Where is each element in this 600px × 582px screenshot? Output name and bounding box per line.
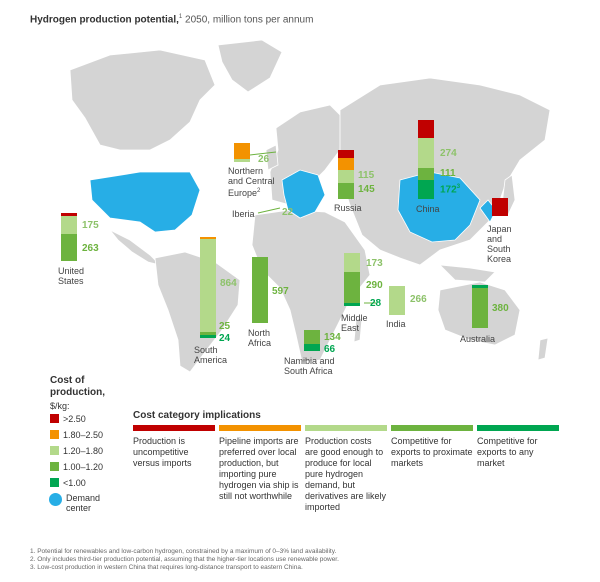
land-new-zealand: [538, 338, 548, 360]
label-china: China: [416, 204, 440, 214]
seg-me-light: [344, 253, 360, 272]
footnotes: [30, 548, 339, 572]
value-cn-2: 111: [440, 168, 456, 179]
bar-russia: [338, 150, 354, 199]
seg-me-mid: [344, 272, 360, 303]
value-ru-2: 145: [358, 184, 375, 195]
value-ru-1: 115: [358, 170, 375, 181]
implications-title: Cost category implications: [133, 410, 261, 421]
seg-eu-orange: [234, 143, 250, 159]
implication-bar: [219, 425, 301, 431]
implication-any-market: Competitive for exports to any market: [477, 425, 559, 469]
implication-proximate: Competitive for exports to proximate markets: [391, 425, 473, 469]
bar-us: [61, 213, 77, 261]
implication-uncompetitive: Production is uncompetitive versus imports: [133, 425, 215, 469]
land-indonesia: [440, 265, 495, 282]
legend-title: Cost of production,: [50, 375, 105, 398]
implication-bar: [391, 425, 473, 431]
legend-item-1-80-2-50: 1.80–2.50: [50, 430, 103, 440]
land-north-america-north: [70, 50, 215, 150]
seg-sa-dark: [200, 335, 216, 338]
bar-nc-europe: [234, 143, 250, 162]
land-central-america: [110, 230, 160, 265]
bar-north-africa: [252, 257, 268, 323]
value-iberia: 22: [282, 207, 294, 218]
legend-item-1-00-1-20: 1.00–1.20: [50, 462, 103, 472]
seg-nam-mid: [304, 330, 320, 344]
legend-unit: $/kg:: [50, 401, 70, 411]
footnote-2: 2. Only includes third-tier production potential, assuming that the higher-tier locations use renewable power.: [30, 556, 339, 563]
bar-china: [418, 120, 434, 199]
implication-bar: [133, 425, 215, 431]
bar-south-america: [200, 237, 216, 338]
seg-us-light: [61, 216, 77, 234]
value-eu: 26: [258, 154, 270, 165]
seg-us-mid: [61, 234, 77, 261]
demand-center-icon: [49, 493, 62, 506]
implication-pipeline: Pipeline imports are preferred over local production, but importing pure hydrogen via ship is still not worthwhile: [219, 425, 301, 502]
value-nam-1: 134: [324, 332, 341, 343]
seg-ru-light: [338, 170, 354, 183]
bar-india: [389, 286, 405, 315]
bar-middle-east: [344, 253, 360, 306]
implication-local: Production costs are good enough to produce for local pure hydrogen demand, but derivatives are likely imported: [305, 425, 387, 513]
value-au: 380: [492, 303, 509, 314]
legend-item-gt-2-50: >2.50: [50, 414, 86, 424]
seg-cn-red: [418, 120, 434, 138]
seg-au-mid: [472, 288, 488, 328]
label-nc-europe: Northern and Central Europe$^2$: [228, 166, 275, 198]
label-namibia: Namibia and South Africa: [284, 356, 335, 376]
label-middle-east: Middle East: [341, 313, 368, 333]
value-na: 597: [272, 286, 289, 297]
demand-us: [90, 172, 200, 232]
value-me-2: 290: [366, 280, 383, 291]
legend-item-1-20-1-80: 1.20–1.80: [50, 446, 103, 456]
label-iberia: Iberia: [232, 209, 255, 219]
legend-swatch: [50, 430, 59, 439]
value-cn-3: $172^3$: [440, 184, 461, 196]
seg-ru-red: [338, 150, 354, 158]
implication-bar: [477, 425, 559, 431]
bar-namibia: [304, 330, 320, 351]
label-japan-korea: Japan and South Korea: [487, 224, 512, 264]
value-us-2: 263: [82, 243, 99, 254]
implication-bar: [305, 425, 387, 431]
value-cn-1: 274: [440, 148, 457, 159]
seg-na-mid: [252, 257, 268, 323]
value-us-1: 175: [82, 220, 99, 231]
seg-eu-light: [234, 159, 250, 162]
seg-me-dark: [344, 303, 360, 306]
label-russia: Russia: [334, 203, 362, 213]
seg-cn-mid: [418, 168, 434, 180]
value-me-3: 28: [370, 298, 382, 309]
value-india: 266: [410, 294, 427, 305]
land-greenland: [218, 40, 282, 92]
bar-japan-korea: [492, 198, 508, 216]
label-south-america: South America: [194, 345, 228, 365]
seg-cn-light: [418, 138, 434, 168]
label-north-africa: North Africa: [248, 328, 272, 348]
footnote-3: 3. Low-cost production in western China that requires long-distance transport to eastern China.: [30, 564, 303, 571]
bar-australia: [472, 285, 488, 328]
chart-title: Hydrogen production potential,$^1$ 2050, million tons per annum: [30, 14, 314, 26]
label-india: India: [386, 319, 406, 329]
value-sa-2: 25: [219, 321, 231, 332]
label-australia: Australia: [460, 334, 496, 344]
value-sa-3: 24: [219, 333, 231, 344]
legend-swatch: [50, 446, 59, 455]
value-sa-1: 864: [220, 278, 237, 289]
demand-center-label: Demand center: [66, 493, 101, 513]
value-nam-2: 66: [324, 344, 336, 355]
seg-cn-dark: [418, 180, 434, 199]
seg-nam-dark: [304, 344, 320, 351]
legend-swatch: [50, 462, 59, 471]
legend-swatch: [50, 478, 59, 487]
seg-sa-light: [200, 239, 216, 332]
legend-swatch: [50, 414, 59, 423]
legend-item-lt-1-00: <1.00: [50, 478, 86, 488]
footnote-1: 1. Potential for renewables and low-carbon hydrogen, constrained by a maximum of 0–3% land availability.: [30, 548, 337, 555]
value-me-1: 173: [366, 258, 383, 269]
label-us: United States: [58, 266, 85, 286]
seg-ru-mid: [338, 183, 354, 199]
seg-ru-orange: [338, 158, 354, 170]
